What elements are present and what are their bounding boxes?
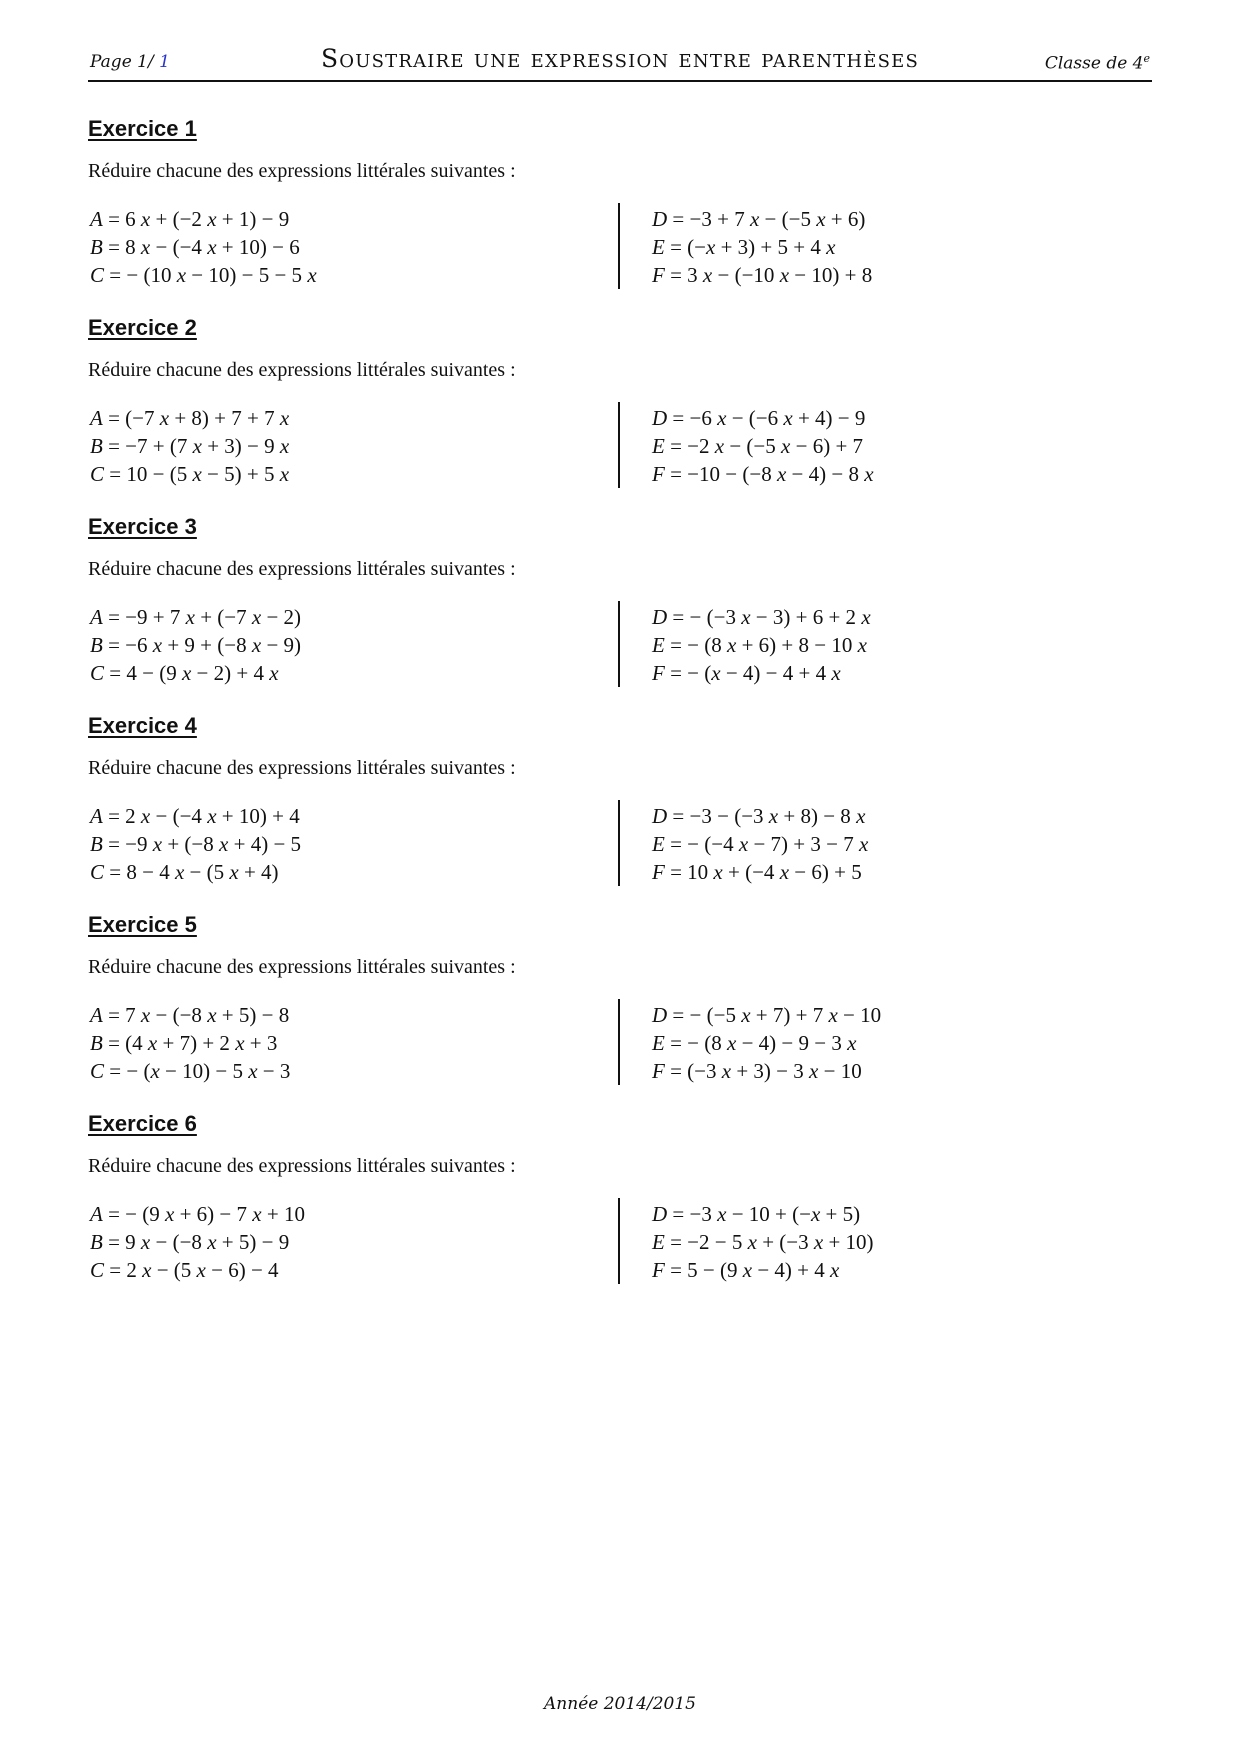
variable-x: x: [140, 235, 151, 259]
variable-x: x: [219, 832, 229, 856]
expression-body: = −7 + (7 x + 3) − 9 x: [102, 434, 290, 458]
expression-line: [652, 802, 868, 830]
expression-line: [90, 432, 289, 460]
variable-x: x: [192, 434, 202, 458]
variable-x: x: [856, 804, 866, 828]
expression-body: = 10 x + (−4 x − 6) + 5: [664, 860, 862, 884]
expression-name: A: [90, 207, 103, 231]
column-separator: [618, 601, 620, 687]
variable-x: x: [861, 605, 871, 629]
exercise-title: Exercice 3: [88, 514, 197, 539]
expression-name: C: [90, 661, 105, 685]
expression-body: = −2 − 5 x + (−3 x + 10): [664, 1230, 874, 1254]
expression-name: F: [652, 263, 665, 287]
exercise-instruction: Réduire chacune des expressions littérales suivantes :: [88, 160, 516, 182]
expression-body: = 2 x − (−4 x + 10) + 4: [102, 804, 300, 828]
variable-x: x: [813, 1230, 824, 1254]
variable-x: x: [816, 207, 826, 231]
expression-name: A: [90, 605, 103, 629]
class-label-text: Classe de 4: [1044, 53, 1144, 74]
expression-body: = − (x − 10) − 5 x − 3: [104, 1059, 291, 1083]
column-separator: [618, 203, 620, 289]
variable-x: x: [702, 263, 713, 287]
expression-columns: [88, 603, 1152, 691]
variable-x: x: [857, 633, 867, 657]
expression-line: [652, 1029, 881, 1057]
expression-body: = (−3 x + 3) − 3 x − 10: [664, 1059, 862, 1083]
exercise-block: [88, 912, 1152, 1089]
expression-name: A: [90, 406, 103, 430]
variable-x: x: [140, 804, 151, 828]
expression-name: E: [652, 1031, 665, 1055]
variable-x: x: [864, 462, 874, 486]
expression-line: [652, 460, 874, 488]
expression-body: = −3 + 7 x − (−5 x + 6): [667, 207, 866, 231]
variable-x: x: [140, 1230, 151, 1254]
exercise-block: [88, 1111, 1152, 1288]
expression-line: [652, 261, 872, 289]
expression-column-right: [652, 1001, 881, 1085]
expression-column-left: [90, 1200, 305, 1284]
expression-name: A: [90, 1202, 103, 1226]
expression-name: B: [90, 1031, 103, 1055]
expression-body: = 9 x − (−8 x + 5) − 9: [102, 1230, 290, 1254]
expression-name: E: [652, 1230, 665, 1254]
expression-body: = 2 x − (5 x − 6) − 4: [104, 1258, 279, 1282]
variable-x: x: [727, 633, 737, 657]
variable-x: x: [251, 605, 262, 629]
variable-x: x: [152, 832, 163, 856]
expression-line: [90, 460, 289, 488]
variable-x: x: [768, 804, 779, 828]
expression-line: [652, 432, 874, 460]
expression-column-right: [652, 603, 871, 687]
variable-x: x: [140, 207, 151, 231]
variable-x: x: [858, 832, 869, 856]
expression-name: E: [652, 633, 665, 657]
variable-x: x: [826, 235, 836, 259]
variable-x: x: [721, 1059, 732, 1083]
expression-column-right: [652, 404, 874, 488]
expression-name: D: [652, 1003, 668, 1027]
expression-body: = − (−4 x − 7) + 3 − 7 x: [664, 832, 869, 856]
expression-body: = − (9 x + 6) − 7 x + 10: [102, 1202, 305, 1226]
variable-x: x: [174, 860, 185, 884]
expression-columns: [88, 1001, 1152, 1089]
expression-name: C: [90, 462, 105, 486]
expression-body: = −2 x − (−5 x − 6) + 7: [664, 434, 864, 458]
expression-body: = − (−5 x + 7) + 7 x − 10: [667, 1003, 882, 1027]
variable-x: x: [307, 263, 317, 287]
variable-x: x: [714, 434, 725, 458]
variable-x: x: [738, 832, 749, 856]
expression-line: [652, 205, 872, 233]
variable-x: x: [269, 661, 279, 685]
column-separator: [618, 1198, 620, 1284]
expression-name: C: [90, 860, 105, 884]
expression-body: = − (x − 4) − 4 + 4 x: [664, 661, 841, 685]
expression-line: [90, 802, 301, 830]
variable-x: x: [279, 434, 290, 458]
variable-x: x: [713, 860, 723, 884]
variable-x: x: [781, 434, 791, 458]
variable-x: x: [252, 1202, 262, 1226]
expression-line: [90, 205, 317, 233]
variable-x: x: [207, 1230, 217, 1254]
expression-name: C: [90, 263, 105, 287]
expression-name: B: [90, 235, 103, 259]
exercise-instruction: Réduire chacune des expressions littérales suivantes :: [88, 757, 516, 779]
expression-line: [90, 1029, 290, 1057]
expression-body: = − (8 x − 4) − 9 − 3 x: [664, 1031, 857, 1055]
expression-columns: [88, 1200, 1152, 1288]
variable-x: x: [828, 1003, 838, 1027]
expression-line: [90, 659, 301, 687]
expression-column-right: [652, 1200, 874, 1284]
variable-x: x: [779, 263, 790, 287]
expression-line: [90, 858, 301, 886]
expression-line: [90, 631, 301, 659]
expression-column-left: [90, 802, 301, 886]
expression-line: [652, 1256, 874, 1284]
variable-x: x: [749, 207, 760, 231]
expression-body: = −9 x + (−8 x + 4) − 5: [102, 832, 302, 856]
expression-name: B: [90, 832, 103, 856]
expression-body: = − (−3 x − 3) + 6 + 2 x: [667, 605, 871, 629]
variable-x: x: [706, 235, 716, 259]
expression-line: [90, 1228, 305, 1256]
expression-column-left: [90, 603, 301, 687]
expression-body: = −6 x − (−6 x + 4) − 9: [667, 406, 866, 430]
expression-body: = − (8 x + 6) + 8 − 10 x: [664, 633, 867, 657]
expression-body: = −6 x + 9 + (−8 x − 9): [102, 633, 302, 657]
page-number-prefix: Page 1/: [90, 52, 160, 72]
expression-line: [652, 404, 874, 432]
expression-line: [90, 603, 301, 631]
expression-body: = (4 x + 7) + 2 x + 3: [102, 1031, 278, 1055]
variable-x: x: [279, 462, 290, 486]
expression-name: B: [90, 434, 103, 458]
expression-name: A: [90, 1003, 103, 1027]
expression-name: F: [652, 661, 665, 685]
expression-line: [652, 830, 868, 858]
expression-name: B: [90, 633, 103, 657]
expression-line: [652, 858, 868, 886]
exercise-title: Exercice 1: [88, 116, 197, 141]
expression-line: [652, 631, 871, 659]
variable-x: x: [251, 633, 262, 657]
variable-x: x: [185, 605, 195, 629]
expression-column-right: [652, 205, 872, 289]
variable-x: x: [207, 804, 217, 828]
variable-x: x: [717, 1202, 727, 1226]
variable-x: x: [747, 1230, 757, 1254]
expression-line: [652, 233, 872, 261]
expression-column-left: [90, 205, 317, 289]
exercise-instruction: Réduire chacune des expressions littérales suivantes :: [88, 1155, 516, 1177]
variable-x: x: [229, 860, 239, 884]
expression-line: [90, 1057, 290, 1085]
exercise-title: Exercice 4: [88, 713, 197, 738]
variable-x: x: [207, 235, 217, 259]
expression-name: A: [90, 804, 103, 828]
variable-x: x: [192, 462, 202, 486]
expression-name: D: [652, 1202, 668, 1226]
variable-x: x: [181, 661, 192, 685]
column-separator: [618, 999, 620, 1085]
variable-x: x: [847, 1031, 857, 1055]
expression-body: = −3 x − 10 + (−x + 5): [667, 1202, 861, 1226]
expression-line: [90, 233, 317, 261]
expression-name: B: [90, 1230, 103, 1254]
exercise-instruction: Réduire chacune des expressions littérales suivantes :: [88, 956, 516, 978]
expression-name: F: [652, 1258, 665, 1282]
exercise-block: [88, 514, 1152, 691]
variable-x: x: [741, 605, 751, 629]
column-separator: [618, 800, 620, 886]
variable-x: x: [140, 1003, 151, 1027]
variable-x: x: [152, 633, 163, 657]
class-label: [1045, 52, 1150, 74]
expression-body: = 6 x + (−2 x + 1) − 9: [102, 207, 290, 231]
exercise-instruction: Réduire chacune des expressions littérales suivantes :: [88, 558, 516, 580]
variable-x: x: [742, 1258, 753, 1282]
variable-x: x: [159, 406, 170, 430]
expression-body: = −3 − (−3 x + 8) − 8 x: [667, 804, 866, 828]
expression-line: [652, 1057, 881, 1085]
expression-line: [90, 261, 317, 289]
expression-column-right: [652, 802, 868, 886]
expression-column-left: [90, 404, 289, 488]
expression-line: [90, 404, 289, 432]
exercise-title: Exercice 2: [88, 315, 197, 340]
expression-name: E: [652, 434, 665, 458]
exercise-block: [88, 116, 1152, 293]
expression-body: = (−7 x + 8) + 7 + 7 x: [102, 406, 290, 430]
variable-x: x: [235, 1031, 245, 1055]
variable-x: x: [779, 860, 790, 884]
expression-body: = (−x + 3) + 5 + 4 x: [664, 235, 836, 259]
expression-body: = 3 x − (−10 x − 10) + 8: [664, 263, 873, 287]
expression-body: = −9 + 7 x + (−7 x − 2): [102, 605, 302, 629]
expression-columns: [88, 802, 1152, 890]
variable-x: x: [279, 406, 290, 430]
expression-name: E: [652, 235, 665, 259]
expression-line: [90, 1200, 305, 1228]
variable-x: x: [196, 1258, 206, 1282]
expression-line: [652, 1200, 874, 1228]
variable-x: x: [147, 1031, 158, 1055]
expression-body: = 7 x − (−8 x + 5) − 8: [102, 1003, 290, 1027]
expression-body: = 8 x − (−4 x + 10) − 6: [102, 235, 300, 259]
expression-line: [90, 830, 301, 858]
variable-x: x: [810, 1202, 821, 1226]
class-label-sup: e: [1143, 52, 1150, 65]
variable-x: x: [165, 1202, 175, 1226]
expression-name: E: [652, 832, 665, 856]
page-footer: Année 2014/2015: [544, 1694, 696, 1714]
variable-x: x: [741, 1003, 751, 1027]
expression-line: [652, 603, 871, 631]
expression-name: D: [652, 406, 668, 430]
variable-x: x: [831, 661, 841, 685]
variable-x: x: [176, 263, 187, 287]
expression-line: [652, 1001, 881, 1029]
expression-line: [652, 659, 871, 687]
expression-body: = − (10 x − 10) − 5 − 5 x: [104, 263, 317, 287]
variable-x: x: [727, 1031, 737, 1055]
page-header: [88, 44, 1152, 82]
document-title: Soustraire une expression entre parenthèses: [320, 44, 920, 73]
expression-line: [90, 1256, 305, 1284]
page-total-link[interactable]: 1: [159, 52, 170, 72]
variable-x: x: [809, 1059, 819, 1083]
expression-name: C: [90, 1059, 105, 1083]
variable-x: x: [717, 406, 727, 430]
variable-x: x: [207, 207, 217, 231]
exercise-instruction: Réduire chacune des expressions littérales suivantes :: [88, 359, 516, 381]
variable-x: x: [142, 1258, 152, 1282]
exercise-title: Exercice 6: [88, 1111, 197, 1136]
expression-body: = 10 − (5 x − 5) + 5 x: [104, 462, 290, 486]
expression-column-left: [90, 1001, 290, 1085]
column-separator: [618, 402, 620, 488]
variable-x: x: [150, 1059, 160, 1083]
expression-columns: [88, 404, 1152, 492]
variable-x: x: [248, 1059, 258, 1083]
expression-body: = −10 − (−8 x − 4) − 8 x: [664, 462, 874, 486]
expression-name: D: [652, 207, 668, 231]
expression-line: [90, 1001, 290, 1029]
variable-x: x: [783, 406, 793, 430]
expression-name: D: [652, 804, 668, 828]
exercise-block: [88, 315, 1152, 492]
expression-body: = 8 − 4 x − (5 x + 4): [104, 860, 279, 884]
exercise-block: [88, 713, 1152, 890]
variable-x: x: [207, 1003, 217, 1027]
expression-line: [652, 1228, 874, 1256]
expression-columns: [88, 205, 1152, 293]
variable-x: x: [776, 462, 787, 486]
expression-body: = 4 − (9 x − 2) + 4 x: [104, 661, 279, 685]
expression-name: F: [652, 462, 665, 486]
variable-x: x: [711, 661, 721, 685]
expression-body: = 5 − (9 x − 4) + 4 x: [664, 1258, 840, 1282]
expression-name: C: [90, 1258, 105, 1282]
exercise-title: Exercice 5: [88, 912, 197, 937]
variable-x: x: [830, 1258, 840, 1282]
expression-name: F: [652, 1059, 665, 1083]
expression-name: D: [652, 605, 668, 629]
expression-name: F: [652, 860, 665, 884]
